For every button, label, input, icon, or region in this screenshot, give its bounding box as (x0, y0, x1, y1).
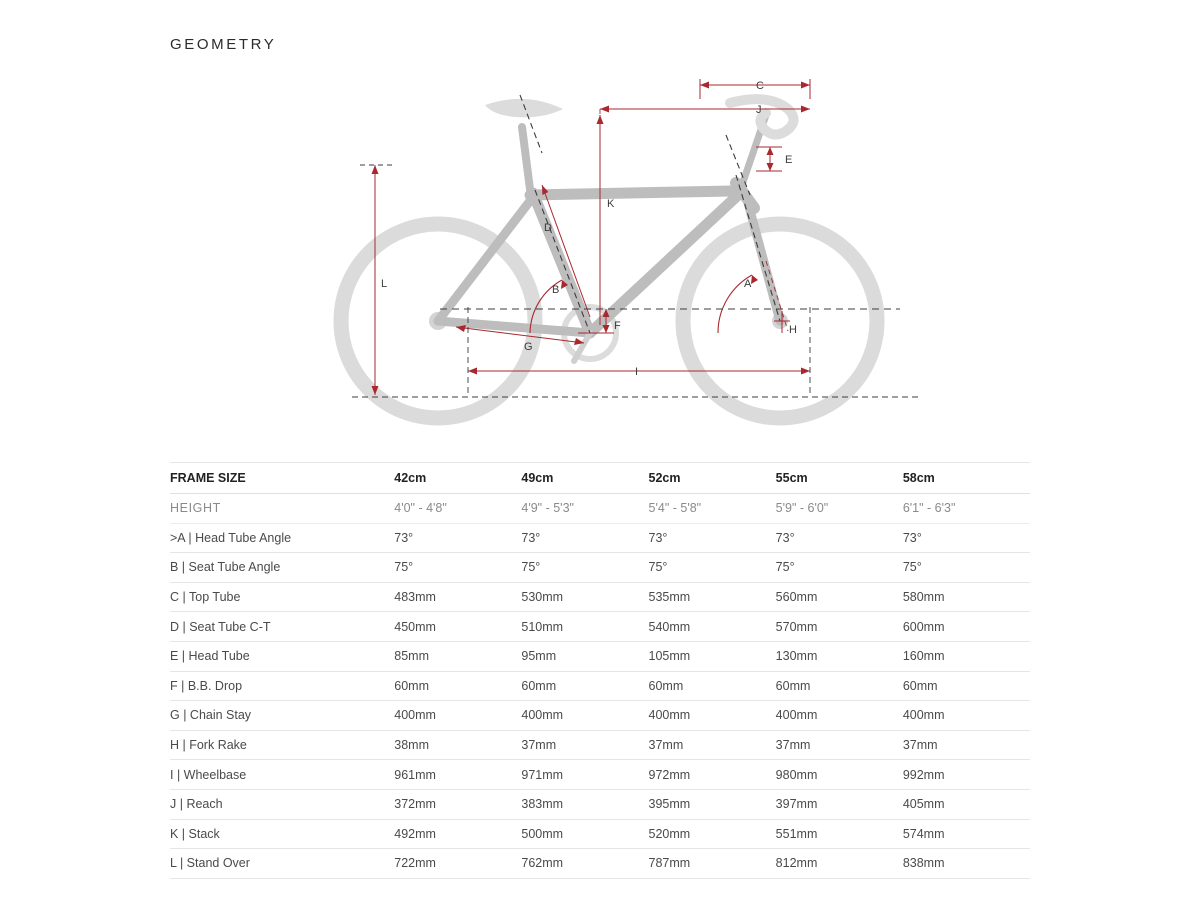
page-title: GEOMETRY (170, 36, 277, 53)
table-cell: 38mm (394, 730, 521, 760)
label-E: E (785, 154, 793, 166)
table-cell: 450mm (394, 612, 521, 642)
table-cell: 95mm (521, 641, 648, 671)
table-cell: 992mm (903, 760, 1030, 790)
column-header-55cm: 55cm (776, 463, 903, 494)
table-cell: 73° (394, 523, 521, 553)
table-cell: 60mm (521, 671, 648, 701)
table-cell: 972mm (649, 760, 776, 790)
table-cell: 75° (903, 553, 1030, 583)
geometry-table-wrap (170, 462, 1030, 879)
label-K: K (607, 198, 615, 210)
row-label: >A | Head Tube Angle (170, 523, 394, 553)
frame-centerlines (520, 95, 780, 333)
table-cell: 105mm (649, 641, 776, 671)
table-row (170, 730, 1030, 760)
table-cell: 75° (521, 553, 648, 583)
row-label: I | Wheelbase (170, 760, 394, 790)
dimension-L (360, 165, 392, 395)
table-cell: 37mm (521, 730, 648, 760)
table-cell: 5'4" - 5'8" (649, 494, 776, 524)
table-cell: 85mm (394, 641, 521, 671)
table-cell: 838mm (903, 849, 1030, 879)
table-cell: 383mm (521, 789, 648, 819)
table-row (170, 582, 1030, 612)
table-cell: 560mm (776, 582, 903, 612)
table-cell: 570mm (776, 612, 903, 642)
label-A: A (744, 278, 752, 290)
table-cell: 6'1" - 6'3" (903, 494, 1030, 524)
table-cell: 510mm (521, 612, 648, 642)
row-label: J | Reach (170, 789, 394, 819)
table-cell: 372mm (394, 789, 521, 819)
table-row (170, 612, 1030, 642)
table-cell: 483mm (394, 582, 521, 612)
table-cell: 540mm (649, 612, 776, 642)
row-label: F | B.B. Drop (170, 671, 394, 701)
label-D: D (544, 222, 552, 234)
row-label: C | Top Tube (170, 582, 394, 612)
dimension-D (542, 185, 590, 317)
table-row (170, 760, 1030, 790)
table-cell: 160mm (903, 641, 1030, 671)
table-row (170, 641, 1030, 671)
table-cell: 73° (776, 523, 903, 553)
table-cell: 787mm (649, 849, 776, 879)
table-cell: 574mm (903, 819, 1030, 849)
table-cell: 37mm (649, 730, 776, 760)
dimension-E (756, 147, 782, 171)
column-header-52cm: 52cm (649, 463, 776, 494)
table-row (170, 789, 1030, 819)
row-label: G | Chain Stay (170, 701, 394, 731)
table-cell: 980mm (776, 760, 903, 790)
table-cell: 762mm (521, 849, 648, 879)
row-label: H | Fork Rake (170, 730, 394, 760)
table-cell: 492mm (394, 819, 521, 849)
table-cell: 500mm (521, 819, 648, 849)
table-header-row (170, 463, 1030, 494)
column-header-49cm: 49cm (521, 463, 648, 494)
table-row (170, 701, 1030, 731)
label-I: I (635, 366, 639, 378)
table-cell: 971mm (521, 760, 648, 790)
table-cell: 73° (903, 523, 1030, 553)
table-cell: 395mm (649, 789, 776, 819)
dimension-K (597, 115, 604, 325)
table-cell: 397mm (776, 789, 903, 819)
table-cell: 551mm (776, 819, 903, 849)
row-label: L | Stand Over (170, 849, 394, 879)
table-cell: 75° (776, 553, 903, 583)
table-row-height (170, 494, 1030, 524)
column-header-42cm: 42cm (394, 463, 521, 494)
table-row (170, 671, 1030, 701)
table-cell: 75° (394, 553, 521, 583)
row-label: K | Stack (170, 819, 394, 849)
table-cell: 400mm (903, 701, 1030, 731)
table-cell: 60mm (649, 671, 776, 701)
table-cell: 961mm (394, 760, 521, 790)
table-cell: 60mm (776, 671, 903, 701)
table-row (170, 523, 1030, 553)
bicycle-silhouette (341, 99, 877, 418)
table-cell: 400mm (776, 701, 903, 731)
table-cell: 520mm (649, 819, 776, 849)
column-header-58cm: 58cm (903, 463, 1030, 494)
table-row (170, 553, 1030, 583)
row-label: E | Head Tube (170, 641, 394, 671)
label-C: C (756, 80, 764, 92)
table-cell: 535mm (649, 582, 776, 612)
table-cell: 60mm (903, 671, 1030, 701)
table-cell: 580mm (903, 582, 1030, 612)
angle-A (718, 275, 758, 333)
table-cell: 73° (649, 523, 776, 553)
label-J: J (756, 104, 762, 116)
column-header-frame-size: FRAME SIZE (170, 463, 394, 494)
row-label: B | Seat Tube Angle (170, 553, 394, 583)
row-label-height: HEIGHT (170, 494, 394, 524)
table-cell: 5'9" - 6'0" (776, 494, 903, 524)
table-cell: 73° (521, 523, 648, 553)
table-cell: 400mm (394, 701, 521, 731)
bike-geometry-diagram (170, 75, 1030, 445)
table-cell: 812mm (776, 849, 903, 879)
table-cell: 722mm (394, 849, 521, 879)
label-L: L (381, 278, 388, 290)
table-cell: 37mm (776, 730, 903, 760)
table-cell: 75° (649, 553, 776, 583)
table-cell: 4'9" - 5'3" (521, 494, 648, 524)
table-cell: 130mm (776, 641, 903, 671)
row-label: D | Seat Tube C-T (170, 612, 394, 642)
table-cell: 400mm (521, 701, 648, 731)
label-F: F (614, 320, 621, 332)
table-cell: 400mm (649, 701, 776, 731)
table-cell: 600mm (903, 612, 1030, 642)
label-B: B (552, 284, 560, 296)
table-row (170, 819, 1030, 849)
table-cell: 405mm (903, 789, 1030, 819)
label-H: H (789, 324, 797, 336)
table-cell: 37mm (903, 730, 1030, 760)
geometry-table (170, 462, 1030, 879)
table-cell: 60mm (394, 671, 521, 701)
table-cell: 530mm (521, 582, 648, 612)
table-row (170, 849, 1030, 879)
label-G: G (524, 341, 533, 353)
table-cell: 4'0" - 4'8" (394, 494, 521, 524)
